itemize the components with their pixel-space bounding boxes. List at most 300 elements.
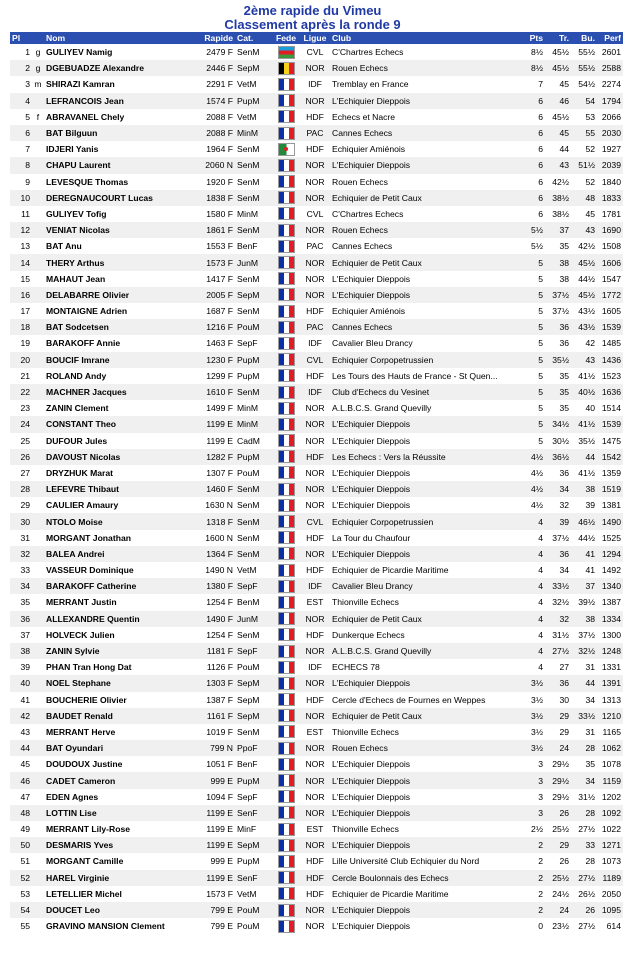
player-name-cell: MORGANT Jonathan <box>46 532 131 543</box>
flag-dz-icon <box>278 143 295 156</box>
place-cell: 38 <box>10 643 32 659</box>
club-cell: Rouen Echecs <box>330 740 521 756</box>
title-cell <box>32 271 44 287</box>
category-cell: SenM <box>237 629 260 640</box>
tiebreak-bu-cell: 45½ <box>571 254 597 270</box>
federation-cell <box>272 303 300 319</box>
rapid-rating-cell: 2479 F <box>206 47 233 58</box>
title-cell <box>32 287 44 303</box>
federation-cell <box>272 578 300 594</box>
performance-cell: 1539 <box>597 416 623 432</box>
performance-cell: 1391 <box>597 675 623 691</box>
federation-cell <box>272 319 300 335</box>
place-cell: 53 <box>20 888 30 899</box>
title-cell <box>32 870 44 886</box>
flag-fr-icon <box>278 256 295 269</box>
performance-cell: 1294 <box>597 546 623 562</box>
tiebreak-bu-cell: 45 <box>585 208 595 219</box>
flag-fr-icon <box>278 628 295 641</box>
category-cell: MinM <box>235 125 272 141</box>
points-cell: 5½ <box>521 222 545 238</box>
player-name-cell: DOUDOUX Justine <box>46 759 123 770</box>
performance-cell: 1492 <box>601 565 621 576</box>
tiebreak-bu-cell: 55½ <box>578 47 595 58</box>
player-name-cell: BAUDET Renald <box>44 708 188 724</box>
rapid-rating-cell: 1199 E <box>188 416 235 432</box>
player-name-cell: BARAKOFF Annie <box>46 338 121 349</box>
league-cell: NOR <box>300 222 330 238</box>
title-cell <box>32 772 44 788</box>
points-cell: 5 <box>538 370 543 381</box>
federation-cell <box>272 190 300 206</box>
league-cell: NOR <box>300 481 330 497</box>
table-row <box>10 562 623 578</box>
performance-cell: 1833 <box>597 190 623 206</box>
title-cell <box>32 481 44 497</box>
tiebreak-tr-cell: 26 <box>559 856 569 867</box>
title-cell <box>32 141 44 157</box>
tiebreak-bu-cell: 43½ <box>578 306 595 317</box>
flag-fr-icon <box>278 483 295 496</box>
performance-cell: 1165 <box>602 726 621 737</box>
federation-cell <box>272 837 300 853</box>
tiebreak-bu-cell: 40½ <box>571 384 597 400</box>
tiebreak-bu-cell: 52 <box>585 176 595 187</box>
flag-fr-icon <box>278 110 295 123</box>
player-name-cell: LEVESQUE Thomas <box>46 176 129 187</box>
place-cell: 17 <box>20 306 30 317</box>
tiebreak-tr-cell: 34 <box>559 565 569 576</box>
player-name-cell: BARAKOFF Catherine <box>44 578 188 594</box>
player-name-cell: ALLEXANDRE Quentin <box>44 611 188 627</box>
tiebreak-bu-cell: 44 <box>571 449 597 465</box>
title-cell <box>32 157 44 173</box>
club-cell: A.L.B.C.S. Grand Quevilly <box>332 403 432 414</box>
place-cell: 1 <box>25 47 30 58</box>
player-name-cell: CHAPU Laurent <box>44 157 188 173</box>
rapid-rating-cell: 2060 N <box>188 157 235 173</box>
rapid-rating-cell: 1490 F <box>188 611 235 627</box>
player-name-cell: BOUCHERIE Olivier <box>46 694 127 705</box>
league-cell: HDF <box>306 629 324 640</box>
flag-fr-icon <box>278 191 295 204</box>
tiebreak-tr-cell: 24½ <box>552 888 569 899</box>
table-row <box>10 190 623 206</box>
points-cell: 8½ <box>521 60 545 76</box>
federation-cell <box>272 222 300 238</box>
club-cell: Cannes Echecs <box>330 319 521 335</box>
tiebreak-bu-cell: 37 <box>571 578 597 594</box>
club-cell: Cannes Echecs <box>330 125 521 141</box>
club-cell: Echiquier de Petit Caux <box>330 708 521 724</box>
tiebreak-tr-cell: 37 <box>545 222 571 238</box>
title-cell: g <box>35 47 41 58</box>
points-cell: 6 <box>538 111 543 122</box>
place-cell: 9 <box>25 176 30 187</box>
player-name-cell: BALEA Andrei <box>44 546 188 562</box>
tiebreak-tr-cell: 35½ <box>545 352 571 368</box>
category-cell: VetM <box>237 565 257 576</box>
place-cell: 48 <box>10 805 32 821</box>
club-cell: Thionville Echecs <box>332 726 399 737</box>
table-row <box>10 789 623 805</box>
points-cell: 4 <box>521 546 545 562</box>
flag-az-icon <box>278 46 295 59</box>
place-cell: 22 <box>10 384 32 400</box>
federation-cell <box>272 368 300 384</box>
title-cell <box>32 497 44 513</box>
tiebreak-tr-cell: 35 <box>545 384 571 400</box>
flag-fr-icon <box>278 693 295 706</box>
flag-fr-icon <box>278 499 295 512</box>
federation-cell <box>272 789 300 805</box>
header-name: Nom <box>44 32 188 44</box>
place-cell: 4 <box>10 93 32 109</box>
table-row <box>10 174 623 190</box>
flag-fr-icon <box>278 839 295 852</box>
place-cell: 42 <box>10 708 32 724</box>
tiebreak-tr-cell: 36 <box>545 319 571 335</box>
club-cell: Club d'Echecs du Vesinet <box>330 384 521 400</box>
tiebreak-tr-cell: 37½ <box>552 306 569 317</box>
tiebreak-bu-cell: 51½ <box>571 157 597 173</box>
category-cell: JunM <box>235 254 272 270</box>
tiebreak-bu-cell: 37½ <box>578 629 595 640</box>
place-cell: 8 <box>10 157 32 173</box>
league-cell: NOR <box>305 791 325 802</box>
flag-fr-icon <box>278 272 295 285</box>
title-cell <box>32 384 44 400</box>
performance-cell: 1490 <box>597 513 623 529</box>
federation-cell <box>272 692 300 708</box>
table-row <box>10 627 623 643</box>
federation-cell <box>272 125 300 141</box>
tiebreak-bu-cell: 27½ <box>578 921 595 932</box>
club-cell: Echiquier Corpopetrussien <box>330 513 521 529</box>
player-name-cell: BOUCIF Imrane <box>44 352 188 368</box>
player-name-cell: ROLAND Andy <box>46 370 107 381</box>
rapid-rating-cell: 1387 F <box>206 694 233 705</box>
tiebreak-bu-cell: 31 <box>585 726 595 737</box>
place-cell: 51 <box>20 856 30 867</box>
performance-cell: 2030 <box>597 125 623 141</box>
flag-fr-icon <box>278 823 295 836</box>
category-cell: PpoF <box>235 740 272 756</box>
place-cell: 39 <box>20 662 30 673</box>
player-name-cell: EDEN Agnes <box>46 791 99 802</box>
points-cell: 4 <box>538 662 543 673</box>
rapid-rating-cell: 2088 F <box>206 111 233 122</box>
points-cell: 2 <box>521 837 545 853</box>
flag-fr-icon <box>278 790 295 803</box>
points-cell: 4½ <box>521 481 545 497</box>
tiebreak-tr-cell: 32 <box>545 611 571 627</box>
flag-fr-icon <box>278 596 295 609</box>
title-cell <box>32 513 44 529</box>
title-cell <box>32 433 44 449</box>
category-cell: SenM <box>237 144 260 155</box>
points-cell: 3 <box>538 759 543 770</box>
federation-cell <box>272 659 300 675</box>
performance-cell: 1078 <box>601 759 621 770</box>
category-cell: SepM <box>235 287 272 303</box>
performance-cell: 1475 <box>601 435 621 446</box>
table-row <box>10 497 623 513</box>
table-row <box>10 465 623 481</box>
club-cell: La Tour du Chaufour <box>332 532 411 543</box>
performance-cell: 1095 <box>597 902 623 918</box>
club-cell: A.L.B.C.S. Grand Quevilly <box>330 643 521 659</box>
rapid-rating-cell: 1463 F <box>206 338 233 349</box>
title-cell <box>32 238 44 254</box>
table-row <box>10 870 623 886</box>
federation-cell <box>272 400 300 416</box>
club-cell: L'Echiquier Dieppois <box>330 287 521 303</box>
place-cell: 6 <box>10 125 32 141</box>
place-cell: 47 <box>20 791 30 802</box>
federation-cell <box>272 384 300 400</box>
performance-cell: 1159 <box>597 772 623 788</box>
tiebreak-tr-cell: 38½ <box>552 208 569 219</box>
title-cell <box>32 902 44 918</box>
place-cell: 45 <box>20 759 30 770</box>
league-cell: NOR <box>305 467 325 478</box>
points-cell: 5½ <box>531 241 543 252</box>
federation-cell <box>272 157 300 173</box>
club-cell: L'Echiquier Dieppois <box>332 467 411 478</box>
points-cell: 4 <box>521 513 545 529</box>
flag-fr-icon <box>278 742 295 755</box>
player-name-cell: GRAVINO MANSION Clement <box>46 921 165 932</box>
flag-fr-icon <box>278 207 295 220</box>
tiebreak-tr-cell: 34 <box>545 481 571 497</box>
federation-cell <box>272 513 300 529</box>
flag-fr-icon <box>278 645 295 658</box>
tiebreak-tr-cell: 24 <box>545 740 571 756</box>
federation-cell <box>272 287 300 303</box>
title-cell <box>32 789 44 805</box>
tiebreak-bu-cell: 44 <box>571 675 597 691</box>
category-cell: MinM <box>237 403 259 414</box>
place-cell: 55 <box>20 921 30 932</box>
club-cell: ECHECS 78 <box>332 662 380 673</box>
tiebreak-tr-cell: 31½ <box>552 629 569 640</box>
tiebreak-tr-cell: 25½ <box>545 870 571 886</box>
standings-body <box>10 44 623 934</box>
flag-fr-icon <box>278 920 295 933</box>
club-cell: L'Echiquier Dieppois <box>330 546 521 562</box>
tiebreak-bu-cell: 42 <box>585 338 595 349</box>
title-cell <box>32 546 44 562</box>
table-row <box>10 886 623 902</box>
federation-cell <box>272 821 300 837</box>
league-cell: HDF <box>306 144 324 155</box>
title-cell <box>32 578 44 594</box>
rapid-rating-cell: 1380 F <box>188 578 235 594</box>
title-cell <box>32 611 44 627</box>
league-cell: HDF <box>300 449 330 465</box>
place-cell: 26 <box>10 449 32 465</box>
federation-cell <box>272 853 300 869</box>
place-cell: 32 <box>10 546 32 562</box>
place-cell: 50 <box>10 837 32 853</box>
table-row <box>10 44 623 60</box>
title-cell <box>32 627 44 643</box>
league-cell: NOR <box>300 708 330 724</box>
place-cell: 33 <box>20 565 30 576</box>
federation-cell <box>272 643 300 659</box>
points-cell: 2 <box>521 902 545 918</box>
performance-cell: 2588 <box>597 60 623 76</box>
flag-fr-icon <box>278 159 295 172</box>
federation-cell <box>272 627 300 643</box>
title-cell <box>32 190 44 206</box>
table-row <box>10 821 623 837</box>
flag-fr-icon <box>278 855 295 868</box>
club-cell: L'Echiquier Dieppois <box>332 759 411 770</box>
title-cell <box>32 692 44 708</box>
tiebreak-bu-cell: 38 <box>571 611 597 627</box>
category-cell: SepM <box>235 837 272 853</box>
header-title-spacer <box>32 32 44 44</box>
table-row <box>10 918 623 934</box>
tiebreak-bu-cell: 41 <box>585 565 595 576</box>
category-cell: PupM <box>237 370 260 381</box>
title-cell <box>32 125 44 141</box>
tiebreak-bu-cell: 38 <box>571 481 597 497</box>
tiebreak-tr-cell: 32½ <box>552 597 569 608</box>
tiebreak-tr-cell: 24 <box>545 902 571 918</box>
table-row <box>10 805 623 821</box>
league-cell: IDF <box>308 662 322 673</box>
federation-cell <box>272 530 300 546</box>
tiebreak-bu-cell: 39 <box>585 500 595 511</box>
table-row <box>10 141 623 157</box>
points-cell: 5 <box>538 338 543 349</box>
tiebreak-bu-cell: 33½ <box>571 708 597 724</box>
table-row <box>10 724 623 740</box>
tiebreak-tr-cell: 43 <box>545 157 571 173</box>
club-cell: L'Echiquier Dieppois <box>330 675 521 691</box>
place-cell: 36 <box>10 611 32 627</box>
league-cell: NOR <box>300 805 330 821</box>
header-rapide: Rapide <box>188 32 235 44</box>
place-cell: 5 <box>25 111 30 122</box>
league-cell: NOR <box>300 837 330 853</box>
performance-cell: 1485 <box>601 338 621 349</box>
flag-fr-icon <box>278 321 295 334</box>
federation-cell <box>272 352 300 368</box>
points-cell: 3½ <box>521 740 545 756</box>
rapid-rating-cell: 1600 N <box>205 532 233 543</box>
club-cell: L'Echiquier Dieppois <box>330 805 521 821</box>
tiebreak-bu-cell: 54 <box>571 93 597 109</box>
performance-cell: 1605 <box>601 306 621 317</box>
player-name-cell: ABRAVANEL Chely <box>46 111 125 122</box>
place-cell: 11 <box>21 208 30 219</box>
performance-cell: 1387 <box>601 597 621 608</box>
points-cell: 2 <box>538 888 543 899</box>
flag-fr-icon <box>278 450 295 463</box>
table-row <box>10 740 623 756</box>
place-cell: 44 <box>10 740 32 756</box>
tiebreak-tr-cell: 45½ <box>552 47 569 58</box>
league-cell: IDF <box>308 79 322 90</box>
category-cell: SenM <box>235 157 272 173</box>
player-name-cell: MACHNER Jacques <box>44 384 188 400</box>
league-cell: NOR <box>300 287 330 303</box>
category-cell: PouM <box>237 921 260 932</box>
place-cell: 19 <box>20 338 30 349</box>
points-cell: 5 <box>538 273 543 284</box>
header-pts: Pts <box>521 32 545 44</box>
category-cell: SenM <box>237 47 260 58</box>
standings-subtitle: Classement après la ronde 9 <box>224 17 401 32</box>
federation-cell <box>272 918 300 934</box>
federation-cell <box>272 141 300 157</box>
league-cell: HDF <box>306 856 324 867</box>
tiebreak-tr-cell: 27½ <box>545 643 571 659</box>
flag-fr-icon <box>278 564 295 577</box>
table-row <box>10 335 623 351</box>
rapid-rating-cell: 1364 F <box>188 546 235 562</box>
points-cell: 0 <box>538 921 543 932</box>
tiebreak-bu-cell: 41½ <box>578 370 595 381</box>
title-cell <box>32 352 44 368</box>
league-cell: NOR <box>300 643 330 659</box>
federation-cell <box>272 724 300 740</box>
points-cell: 5 <box>521 319 545 335</box>
category-cell: PouM <box>237 662 260 673</box>
place-cell: 52 <box>10 870 32 886</box>
tiebreak-tr-cell: 29½ <box>552 759 569 770</box>
title-cell <box>32 659 44 675</box>
title-cell <box>32 416 44 432</box>
tiebreak-bu-cell: 52 <box>585 144 595 155</box>
league-cell: CVL <box>300 352 330 368</box>
league-cell: HDF <box>306 532 324 543</box>
federation-cell <box>272 708 300 724</box>
league-cell: NOR <box>305 403 325 414</box>
flag-fr-icon <box>278 434 295 447</box>
player-name-cell: BAT Anu <box>46 241 82 252</box>
category-cell: SepF <box>235 643 272 659</box>
tiebreak-bu-cell: 26 <box>571 902 597 918</box>
rapid-rating-cell: 1254 F <box>206 629 233 640</box>
points-cell: 4 <box>521 643 545 659</box>
rapid-rating-cell: 1460 F <box>188 481 235 497</box>
table-row <box>10 756 623 772</box>
category-cell: PouM <box>237 467 260 478</box>
points-cell: 5 <box>521 416 545 432</box>
performance-cell: 1606 <box>597 254 623 270</box>
tiebreak-tr-cell: 30½ <box>552 435 569 446</box>
title-cell <box>32 303 44 319</box>
flag-be-icon <box>278 62 295 75</box>
club-cell: Thionville Echecs <box>332 824 399 835</box>
header-fede: Fede <box>272 32 300 44</box>
place-cell: 29 <box>20 500 30 511</box>
league-cell: NOR <box>300 675 330 691</box>
category-cell: PupM <box>237 856 260 867</box>
rapid-rating-cell: 1553 F <box>206 241 233 252</box>
title-cell <box>32 319 44 335</box>
tiebreak-tr-cell: 45 <box>545 125 571 141</box>
category-cell: PupM <box>235 772 272 788</box>
category-cell: MinF <box>237 824 257 835</box>
club-cell: Cercle Boulonnais des Echecs <box>330 870 521 886</box>
category-cell: VetM <box>237 111 257 122</box>
